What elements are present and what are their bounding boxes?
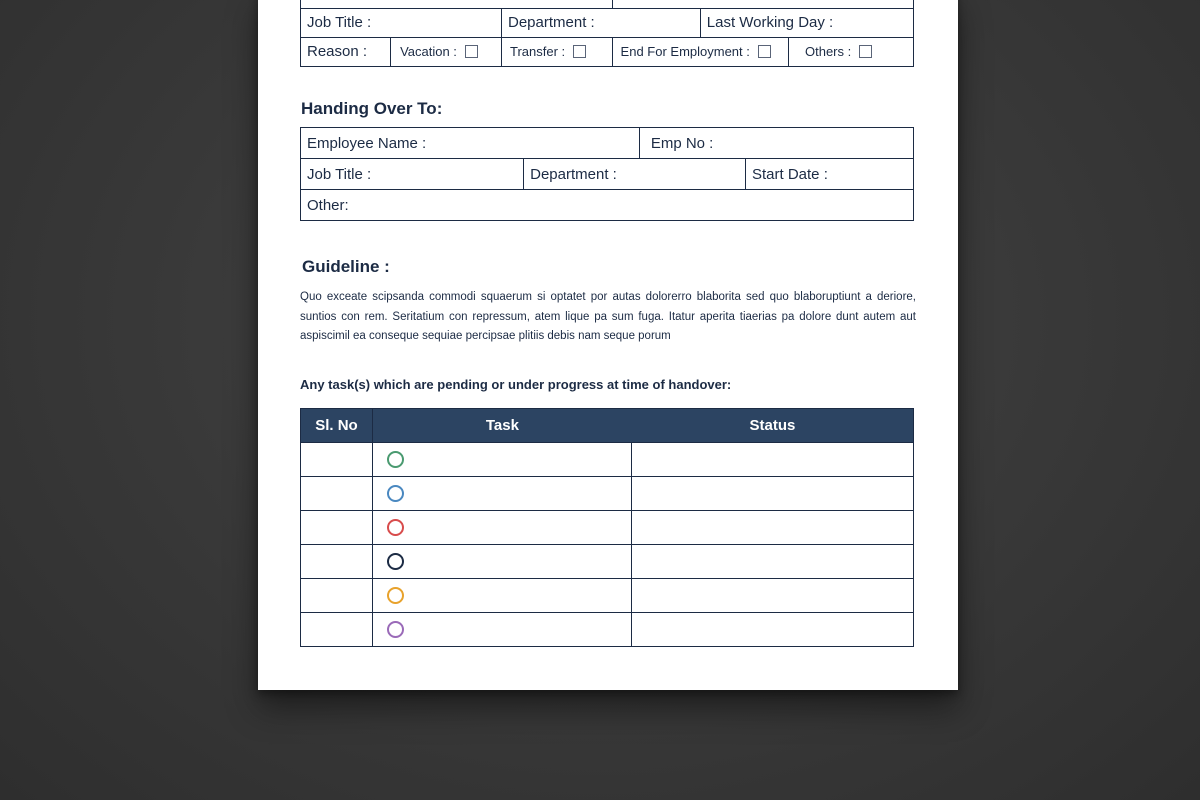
- table-row: [301, 613, 914, 647]
- circle-bullet-icon: [387, 485, 404, 502]
- department-field[interactable]: Department :: [502, 8, 701, 37]
- reason-table: [300, 0, 914, 67]
- task-cell[interactable]: [372, 511, 632, 545]
- sl-no-cell[interactable]: [301, 579, 373, 613]
- handing-over-table: [300, 127, 914, 221]
- employee-name-field[interactable]: Employee Name :: [301, 128, 640, 159]
- job-title-field[interactable]: Job Title :: [301, 8, 502, 37]
- others-checkbox[interactable]: [859, 45, 872, 58]
- task-cell[interactable]: [372, 579, 632, 613]
- task-cell[interactable]: [372, 477, 632, 511]
- end-for-employment-checkbox[interactable]: [758, 45, 771, 58]
- last-working-day-field[interactable]: Last Working Day :: [700, 8, 913, 37]
- pending-tasks-table: [300, 408, 914, 647]
- status-cell[interactable]: [632, 511, 914, 545]
- circle-bullet-icon: [387, 587, 404, 604]
- status-cell[interactable]: [632, 477, 914, 511]
- reason-transfer[interactable]: Transfer :: [502, 37, 613, 66]
- table-row: [301, 545, 914, 579]
- sl-no-cell[interactable]: [301, 613, 373, 647]
- circle-bullet-icon: [387, 621, 404, 638]
- table-row: [301, 579, 914, 613]
- status-cell[interactable]: [632, 545, 914, 579]
- vacation-checkbox[interactable]: [465, 45, 478, 58]
- task-cell[interactable]: [372, 545, 632, 579]
- task-cell[interactable]: [372, 443, 632, 477]
- header-sl-no: Sl. No: [301, 409, 373, 443]
- cropped-row-right: [612, 0, 913, 8]
- header-status: Status: [632, 409, 914, 443]
- reason-end-for-employment[interactable]: End For Employment :: [612, 37, 788, 66]
- sl-no-cell[interactable]: [301, 511, 373, 545]
- guideline-text: Quo exceate scipsanda commodi squaerum si optatet por autas dolorerro blaborita sed quo blaboruptiunt a deriore, suntios con rem. Seritatium con repressum, atem lique pa sum fuga. Itatur aperita tiaerias pa dolore dunt autem aut aspiscimil ea conseque sequiae percipsae plitiis debis nam seque porum: [300, 291, 916, 342]
- status-cell[interactable]: [632, 579, 914, 613]
- guideline-heading: Guideline :: [302, 257, 390, 276]
- status-cell[interactable]: [632, 613, 914, 647]
- sl-no-cell[interactable]: [301, 545, 373, 579]
- status-cell[interactable]: [632, 443, 914, 477]
- reason-others[interactable]: Others :: [789, 37, 914, 66]
- transfer-checkbox[interactable]: [573, 45, 586, 58]
- reason-label: Reason :: [301, 37, 391, 66]
- circle-bullet-icon: [387, 451, 404, 468]
- handover-department-field[interactable]: Department :: [524, 159, 746, 190]
- table-row: [301, 477, 914, 511]
- sl-no-cell[interactable]: [301, 477, 373, 511]
- reason-vacation[interactable]: Vacation :: [391, 37, 502, 66]
- circle-bullet-icon: [387, 519, 404, 536]
- cropped-row: [301, 0, 613, 8]
- start-date-field[interactable]: Start Date :: [746, 159, 914, 190]
- header-task: Task: [372, 409, 632, 443]
- table-row: [301, 511, 914, 545]
- sl-no-cell[interactable]: [301, 443, 373, 477]
- pending-tasks-question: Any task(s) which are pending or under progress at time of handover:: [300, 377, 732, 392]
- other-field[interactable]: Other:: [301, 190, 914, 221]
- emp-no-field[interactable]: Emp No :: [639, 128, 913, 159]
- handover-job-title-field[interactable]: Job Title :: [301, 159, 524, 190]
- handing-over-heading: Handing Over To:: [301, 99, 443, 118]
- table-row: [301, 443, 914, 477]
- task-cell[interactable]: [372, 613, 632, 647]
- circle-bullet-icon: [387, 553, 404, 570]
